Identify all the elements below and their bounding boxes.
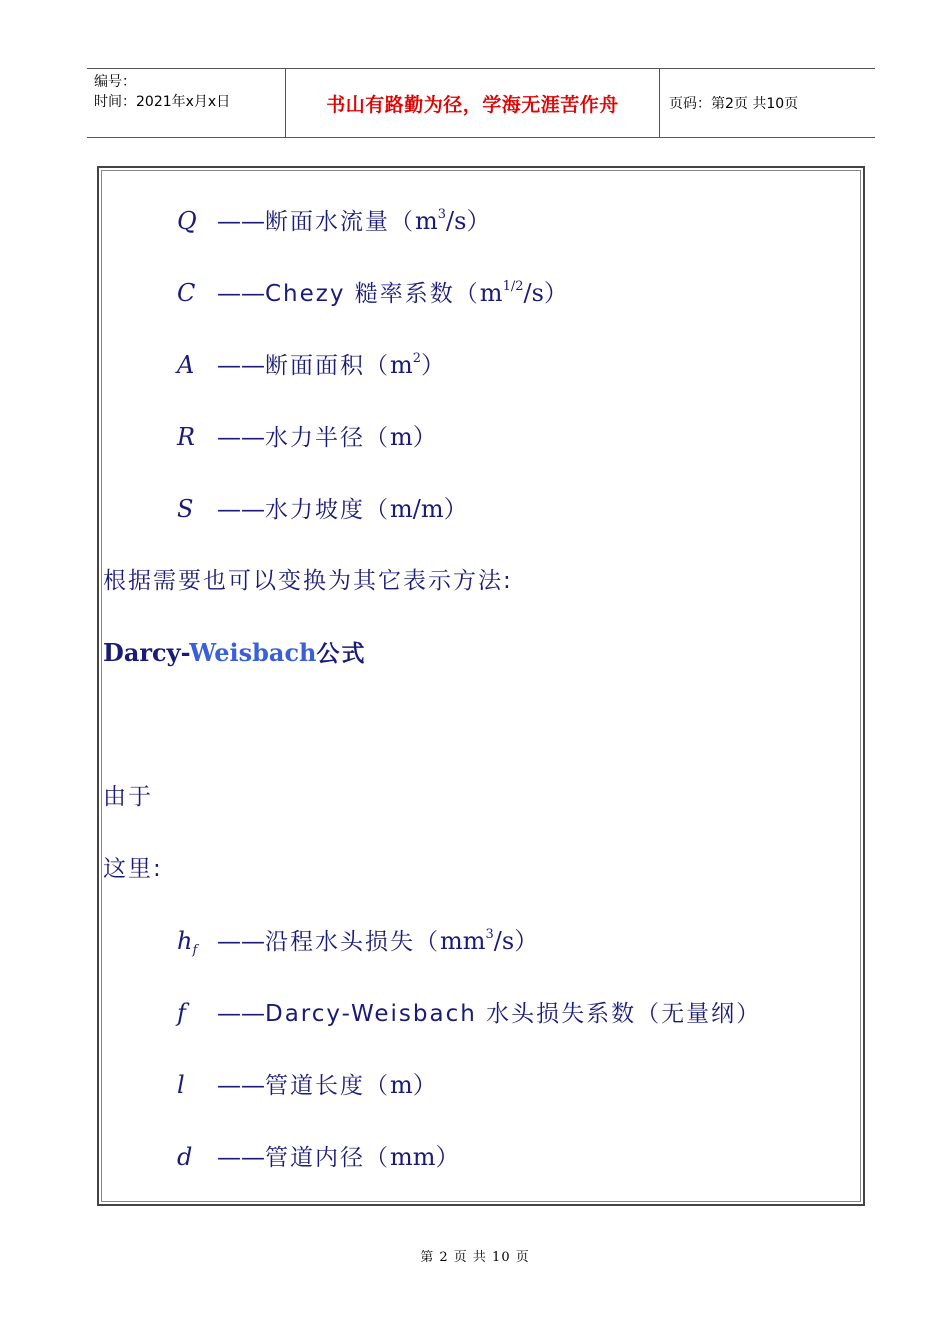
def-unit: m: [390, 423, 413, 451]
def-dash: ——: [217, 1071, 265, 1099]
def-symbol-main: h: [177, 927, 193, 955]
def-symbol: Q: [177, 207, 197, 235]
def-text: 断面水流量（: [265, 209, 415, 235]
def-symbol: A: [177, 351, 195, 379]
def-unit-tail: ）: [421, 351, 446, 379]
def-dash: ——: [217, 1143, 265, 1171]
header-motto-cell: [286, 69, 660, 137]
def-d: [177, 1142, 460, 1173]
def-text: 管道长度（: [265, 1073, 390, 1099]
def-symbol: R: [177, 423, 196, 451]
page-footer: 第 2 页 共 10 页: [420, 1250, 530, 1265]
def-dash: ——: [217, 927, 265, 955]
def-unit-tail: ）: [435, 1143, 460, 1171]
def-symbol: f: [177, 999, 186, 1027]
def-text: Darcy-Weisbach 水头损失系数（无量纲）: [265, 1001, 762, 1027]
def-dash: ——: [217, 423, 265, 451]
def-symbol: C: [177, 279, 196, 307]
def-f: [177, 998, 761, 1029]
time-label: 时间：2021年x月x日: [94, 94, 231, 110]
def-unit-sup: 3: [485, 927, 494, 942]
def-text: Chezy 糙率系数（: [265, 281, 480, 307]
def-text: 管道内径（: [265, 1145, 390, 1171]
def-symbol: d: [177, 1143, 193, 1171]
darcy-title: [103, 638, 367, 669]
def-dash: ——: [217, 351, 265, 379]
def-symbol: S: [177, 495, 194, 523]
def-text: 水力半径（: [265, 425, 390, 451]
header-meta: [87, 69, 286, 137]
header-page-cell: [660, 69, 875, 137]
def-a: [177, 350, 445, 381]
def-unit: m: [415, 207, 438, 235]
def-text: 断面面积（: [265, 353, 390, 379]
def-s: [177, 494, 468, 525]
def-symbol: l: [177, 1071, 185, 1099]
def-dash: ——: [217, 999, 265, 1027]
def-hf: [177, 926, 538, 957]
def-unit-tail: ）: [412, 423, 437, 451]
darcy-title-part2: Weisbach: [189, 638, 317, 667]
page-label: 页码：第2页 共10页: [669, 96, 799, 112]
def-unit-sup: 2: [412, 351, 422, 366]
def-symbol-sub: f: [192, 943, 198, 958]
def-unit-tail: /s）: [446, 207, 491, 235]
def-unit-sup: 1/2: [502, 279, 524, 294]
def-l: [177, 1070, 437, 1101]
darcy-title-part1: Darcy-: [103, 638, 190, 667]
def-unit-tail: ）: [443, 495, 468, 523]
def-unit-tail: ）: [412, 1071, 437, 1099]
def-q: [177, 206, 490, 237]
transform-text: 根据需要也可以变换为其它表示方法:: [103, 568, 513, 594]
def-text: 沿程水头损失（: [265, 929, 440, 955]
def-unit: mm: [440, 927, 486, 955]
def-r: [177, 422, 437, 453]
header-motto: 书山有路勤为径，学海无涯苦作舟: [326, 93, 619, 116]
def-unit: m/m: [390, 495, 444, 523]
def-unit: m: [390, 351, 413, 379]
def-unit: m: [479, 279, 503, 307]
def-unit-sup: 3: [437, 207, 447, 222]
page-header: [87, 68, 875, 138]
def-dash: ——: [217, 207, 265, 235]
def-symbol: [177, 926, 217, 956]
def-unit-tail: /s）: [523, 279, 568, 307]
def-unit: m: [390, 1071, 413, 1099]
here-text: 这里:: [103, 856, 163, 882]
since-text: 由于: [103, 784, 153, 810]
def-dash: ——: [217, 495, 265, 523]
def-unit: mm: [390, 1143, 436, 1171]
def-text: 水力坡度（: [265, 497, 390, 523]
content-box: [97, 166, 865, 1206]
darcy-title-part3: 公式: [316, 641, 367, 667]
number-label: 编号：: [94, 74, 136, 90]
def-unit-tail: /s）: [493, 927, 539, 955]
def-dash: ——: [217, 279, 265, 307]
def-c: [177, 278, 568, 309]
